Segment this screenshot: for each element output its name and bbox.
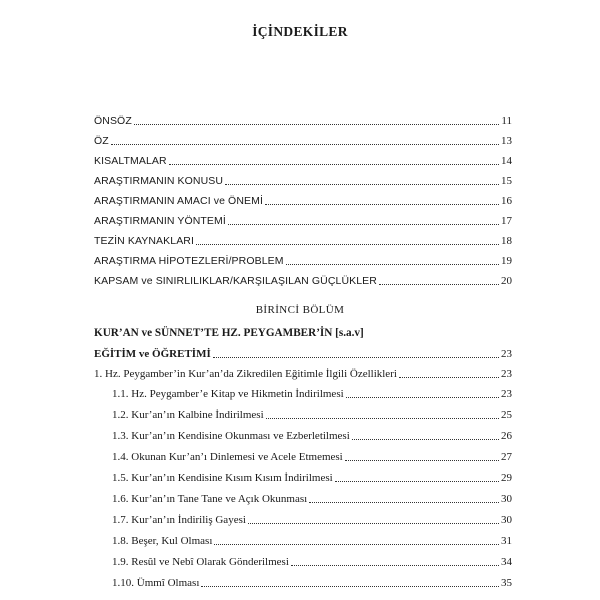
dot-leader	[228, 224, 499, 225]
toc-entry-1-7[interactable]	[112, 513, 512, 527]
dot-leader	[352, 439, 499, 440]
toc-page-number: 31	[501, 535, 512, 547]
toc-entry-kapsam[interactable]	[94, 274, 512, 288]
toc-entry-1-9[interactable]	[112, 555, 512, 569]
dot-leader	[248, 523, 499, 524]
toc-page-number: 26	[501, 430, 512, 442]
toc-entry-1-6[interactable]	[112, 492, 512, 506]
toc-entry-label: ARAŞTIRMANIN KONUSU	[94, 175, 224, 187]
toc-entry-label: 1.9. Resûl ve Nebî Olarak Gönderilmesi	[112, 556, 289, 568]
toc-page-number: 16	[501, 195, 512, 207]
toc-entry-1-10[interactable]	[112, 576, 512, 590]
toc-page-number: 15	[501, 175, 512, 187]
toc-page-number: 29	[501, 472, 512, 484]
toc-entry-label: KISALTMALAR	[94, 155, 167, 167]
toc-entry-oz[interactable]	[94, 134, 512, 148]
toc-page-number: 13	[501, 135, 512, 147]
toc-entry-1-8[interactable]	[112, 534, 512, 548]
dot-leader	[309, 502, 499, 503]
toc-entry-label: 1.5. Kur’an’ın Kendisine Kısım Kısım İndirilmesi	[112, 472, 333, 484]
toc-page-number: 14	[501, 155, 512, 167]
dot-leader	[214, 544, 499, 545]
toc-entry-label: 1.2. Kur’an’ın Kalbine İndirilmesi	[112, 409, 264, 421]
toc-page-number: 25	[501, 409, 512, 421]
dot-leader	[291, 565, 499, 566]
dot-leader	[379, 284, 499, 285]
dot-leader	[169, 164, 499, 165]
toc-entry-1-4[interactable]	[112, 450, 512, 464]
toc-entry-label: ÖZ	[94, 135, 109, 147]
toc-entry-chapter[interactable]	[94, 347, 512, 361]
dot-leader	[286, 264, 499, 265]
toc-page-number: 27	[501, 451, 512, 463]
toc-entry-label: TEZİN KAYNAKLARI	[94, 235, 195, 247]
toc-page-number: 23	[501, 348, 512, 360]
toc-entry-label: ARAŞTIRMA HİPOTEZLERİ/PROBLEM	[94, 255, 284, 267]
chapter-title-line1: KUR’AN ve SÜNNET’TE HZ. PEYGAMBER’İN [s.a.v]	[94, 327, 364, 339]
toc-entry-label: 1.1. Hz. Peygamber’e Kitap ve Hikmetin İndirilmesi	[112, 388, 344, 400]
part-heading: BİRİNCİ BÖLÜM	[255, 304, 345, 316]
toc-entry-label: 1.7. Kur’an’ın İndiriliş Gayesi	[112, 514, 246, 526]
toc-page-number: 20	[501, 275, 512, 287]
dot-leader	[213, 357, 499, 358]
dot-leader	[345, 460, 499, 461]
toc-entry-label: ARAŞTIRMANIN YÖNTEMİ	[94, 215, 226, 227]
toc-entry-label: ARAŞTIRMANIN AMACI ve ÖNEMİ	[94, 195, 263, 207]
dot-leader	[196, 244, 499, 245]
toc-entry-label: 1.8. Beşer, Kul Olması	[112, 535, 213, 547]
toc-entry-yontemi[interactable]	[94, 214, 512, 228]
dot-leader	[201, 586, 499, 587]
toc-page-number: 35	[501, 577, 512, 589]
toc-entry-1-3[interactable]	[112, 429, 512, 443]
dot-leader	[266, 418, 499, 419]
dot-leader	[346, 397, 499, 398]
toc-entry-label: 1. Hz. Peygamber’in Kur’an’da Zikredilen Eğitimle İlgili Özellikleri	[94, 368, 397, 380]
toc-entry-label: ÖNSÖZ	[94, 115, 132, 127]
toc-page-number: 30	[501, 514, 512, 526]
dot-leader	[111, 144, 499, 145]
toc-page-number: 30	[501, 493, 512, 505]
toc-page-number: 18	[501, 235, 512, 247]
chapter-title-line2: EĞİTİM ve ÖĞRETİMİ	[94, 348, 211, 360]
toc-page-number: 23	[501, 368, 512, 380]
toc-entry-arastirmanin-konusu[interactable]	[94, 174, 512, 188]
toc-entry-1-1[interactable]	[112, 387, 512, 401]
toc-page-number: 17	[501, 215, 512, 227]
toc-page-number: 11	[501, 115, 512, 127]
toc-entry-label: 1.4. Okunan Kur’an’ı Dinlemesi ve Acele Etmemesi	[112, 451, 343, 463]
toc-entry-label: 1.6. Kur’an’ın Tane Tane ve Açık Okunması	[112, 493, 308, 505]
toc-entry-kisaltmalar[interactable]	[94, 154, 512, 168]
toc-entry-label: KAPSAM ve SINIRLILIKLAR/KARŞILAŞILAN GÜÇLÜKLER	[94, 275, 377, 287]
toc-page-number: 19	[501, 255, 512, 267]
toc-entry-section-1[interactable]	[94, 367, 512, 381]
toc-entry-1-2[interactable]	[112, 408, 512, 422]
toc-entry-hipotezler[interactable]	[94, 254, 512, 268]
toc-entry-onsoz[interactable]	[94, 114, 512, 128]
toc-entry-amaci-ve-onemi[interactable]	[94, 194, 512, 208]
dot-leader	[134, 124, 500, 125]
dot-leader	[225, 184, 499, 185]
toc-entry-1-5[interactable]	[112, 471, 512, 485]
toc-entry-tezin-kaynaklari[interactable]	[94, 234, 512, 248]
toc-page-number: 23	[501, 388, 512, 400]
toc-entry-label: 1.3. Kur’an’ın Kendisine Okunması ve Ezberletilmesi	[112, 430, 350, 442]
dot-leader	[265, 204, 499, 205]
dot-leader	[335, 481, 499, 482]
page-title: İÇİNDEKİLER	[252, 24, 348, 39]
toc-entry-label: 1.10. Ümmî Olması	[112, 577, 200, 589]
dot-leader	[399, 377, 499, 378]
toc-page-number: 34	[501, 556, 512, 568]
